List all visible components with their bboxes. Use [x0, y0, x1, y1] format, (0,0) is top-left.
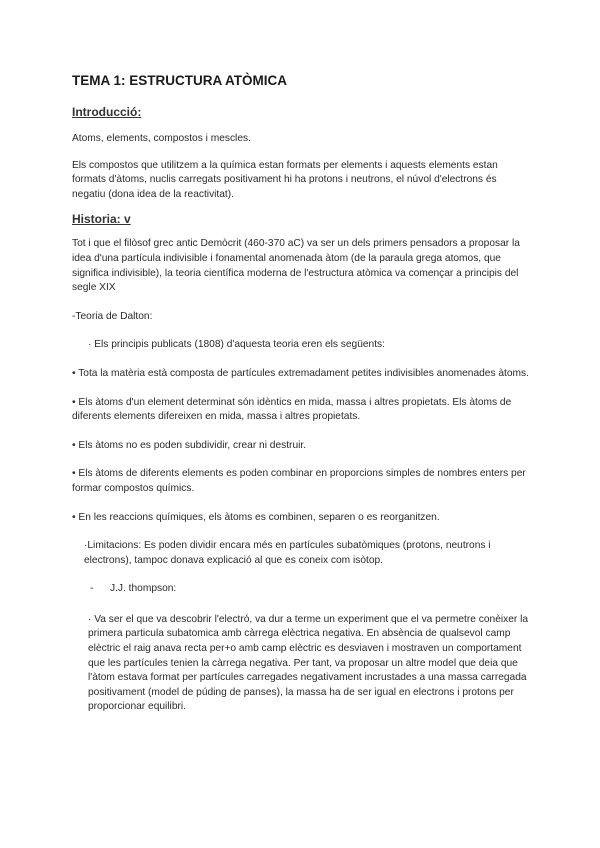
dalton-point: • Els àtoms no es poden subdividir, crear ni destruir. [72, 439, 307, 451]
dalton-limitations: ·Limitacions: Es poden dividir encara més en partícules subatòmiques (protons, neutrons i electrons), tampoc donava explicació al que es coneix com isòtop. [84, 540, 491, 566]
thompson-label-line [72, 582, 532, 597]
document-title: TEMA 1: ESTRUCTURA ATÒMICA [72, 73, 287, 88]
intro-paragraph-2: Els compostos que utilitzem a la química estan formats per elements i aquests elements estan formats d'àtoms, nuclis carregats positivament hi ha protons i neutrons, el núvol d'electrons és negatiu (dona idea de la reactivitat). [72, 159, 498, 200]
document-page [72, 72, 532, 715]
thompson-label: J.J. thompson: [110, 583, 177, 595]
list-dash: - [90, 583, 94, 595]
dalton-point: • Tota la matèria està composta de partícules extremadament petites indivisibles anomenades àtoms. [72, 367, 529, 379]
dalton-point: • En les reaccions químiques, els àtoms es combinen, separen o es reorganitzen. [72, 511, 440, 523]
dalton-intro: · Els principis publicats (1808) d'aquesta teoria eren els següents: [88, 339, 385, 351]
dalton-point: • Els àtoms de diferents elements es poden combinar en proporcions simples de nombres enters per formar compostos químics. [72, 468, 526, 494]
dalton-point: • Els àtoms d'un element determinat són idèntics en mida, massa i altres propietats. Els àtoms de diferents elements difereixen en mida, massa i altres propietats. [72, 396, 512, 423]
dalton-label: -Teoria de Dalton: [72, 310, 153, 322]
intro-heading: Introducció: [72, 105, 142, 119]
intro-paragraph-1: Atoms, elements, compostos i mescles. [72, 133, 251, 144]
history-heading: Historia: v [72, 212, 131, 227]
history-paragraph: Tot i que el filòsof grec antic Demòcrit (460-370 aC) va ser un dels primers pensadors a proposar la idea d'una partícula indivisible i fonamental anomenada àtom (de la paraula grega atomos, que significa indivisible), la teoria científica moderna de l'estructura atòmica va començar a principis del segle XIX [72, 238, 520, 294]
thompson-paragraph: · Va ser el que va descobrir l'electró, va dur a terme un experiment que el va permetre conèixer la primera particula subatomica amb càrrega elèctrica negativa. En absència de qualsevol camp elèctric el raig anava recta per+o amb camp elèctric es desviaven i mostraven un comportament que les partícules tenien la càrrega negativa. Per tant, va proposar un altre model que deia que l'àtom estava format per partícules carregades negativament incrustades a una massa carregada positivament (model de púding de panses), la massa ha de ser igual en electrons i protons per proporcionar equilibri. [88, 613, 529, 713]
